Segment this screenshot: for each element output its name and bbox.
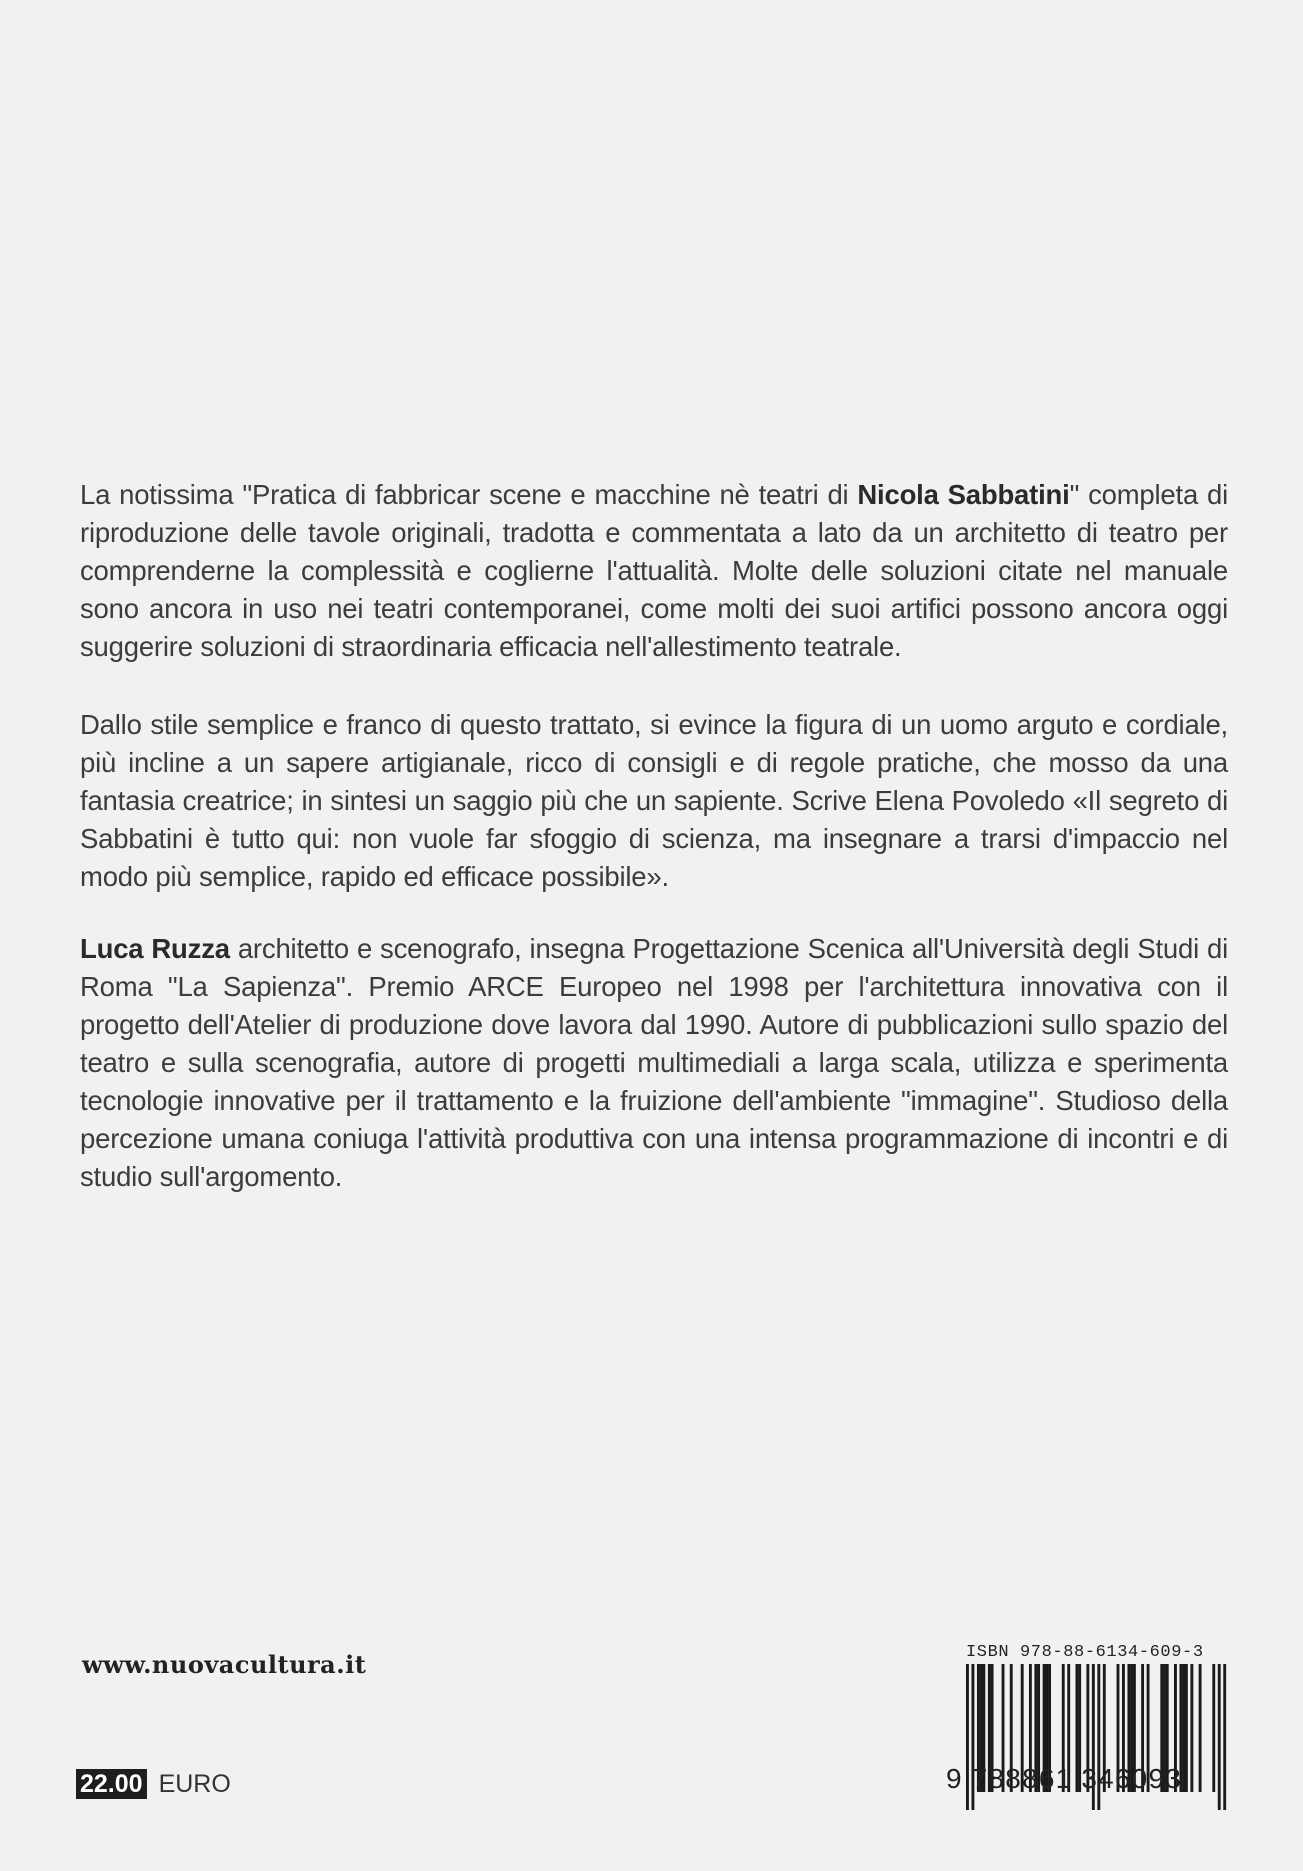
price-currency: EURO (158, 1769, 231, 1798)
publisher-website: www.nuovacultura.it (82, 1650, 367, 1679)
author-name-sabbatini: Nicola Sabbatini (857, 479, 1070, 510)
isbn-label: ISBN 978-88-6134-609-3 (966, 1643, 1204, 1662)
author-bio-text: architetto e scenografo, insegna Progettazione Scenica all'Università degli Studi di Roma "La Sapienza". Premio ARCE Europeo nel 1998 per l'architettura innovativa con il progetto dell'Atelier di produzione dove lavora dal 1990. Autore di pubblicazioni sullo spazio del teatro e sulla scenografia, autore di progetti multimediali a larga scala, utilizza e sperimenta tecnologie innovative per il trattamento e la fruizione dell'ambiente "immagine". Studioso della percezione umana coniuga l'attività produttiva con una intensa programmazione di incontri e di studio sull'argomento. (80, 933, 1229, 1192)
description-paragraph-2 (80, 706, 1228, 896)
price-amount: 22.00 (76, 1769, 147, 1799)
author-bio-paragraph (80, 930, 1228, 1196)
price-tag (76, 1768, 231, 1800)
p1-text-start: La notissima "Pratica di fabbricar scene e macchine nè teatri di (80, 479, 858, 510)
description-paragraph-1 (80, 476, 1228, 666)
p1-text-end: " completa di riproduzione delle tavole originali, tradotta e commentata a lato da un architetto di teatro per comprenderne la complessità e coglierne l'attualità. Molte delle soluzioni citate nel manuale sono ancora in uso nei teatri contemporanei, come molti dei suoi artifici possono ancora oggi suggerire soluzioni di straordinaria efficacia nell'allestimento teatrale. (80, 479, 1228, 662)
barcode-digits: 9 788861 346093 (946, 1763, 1182, 1794)
author-name-ruzza: Luca Ruzza (80, 933, 230, 964)
p2-text: Dallo stile semplice e franco di questo trattato, si evince la figura di un uomo arguto e cordiale, più incline a un sapere artigianale, ricco di consigli e di regole pratiche, che mosso da una fantasia creatrice; in sintesi un saggio più che un sapiente. Scrive Elena Povoledo «Il segreto di Sabbatini è tutto qui: non vuole far sfoggio di scienza, ma insegnare a trarsi d'impaccio nel modo più semplice, rapido ed efficace possibile». (80, 709, 1228, 892)
